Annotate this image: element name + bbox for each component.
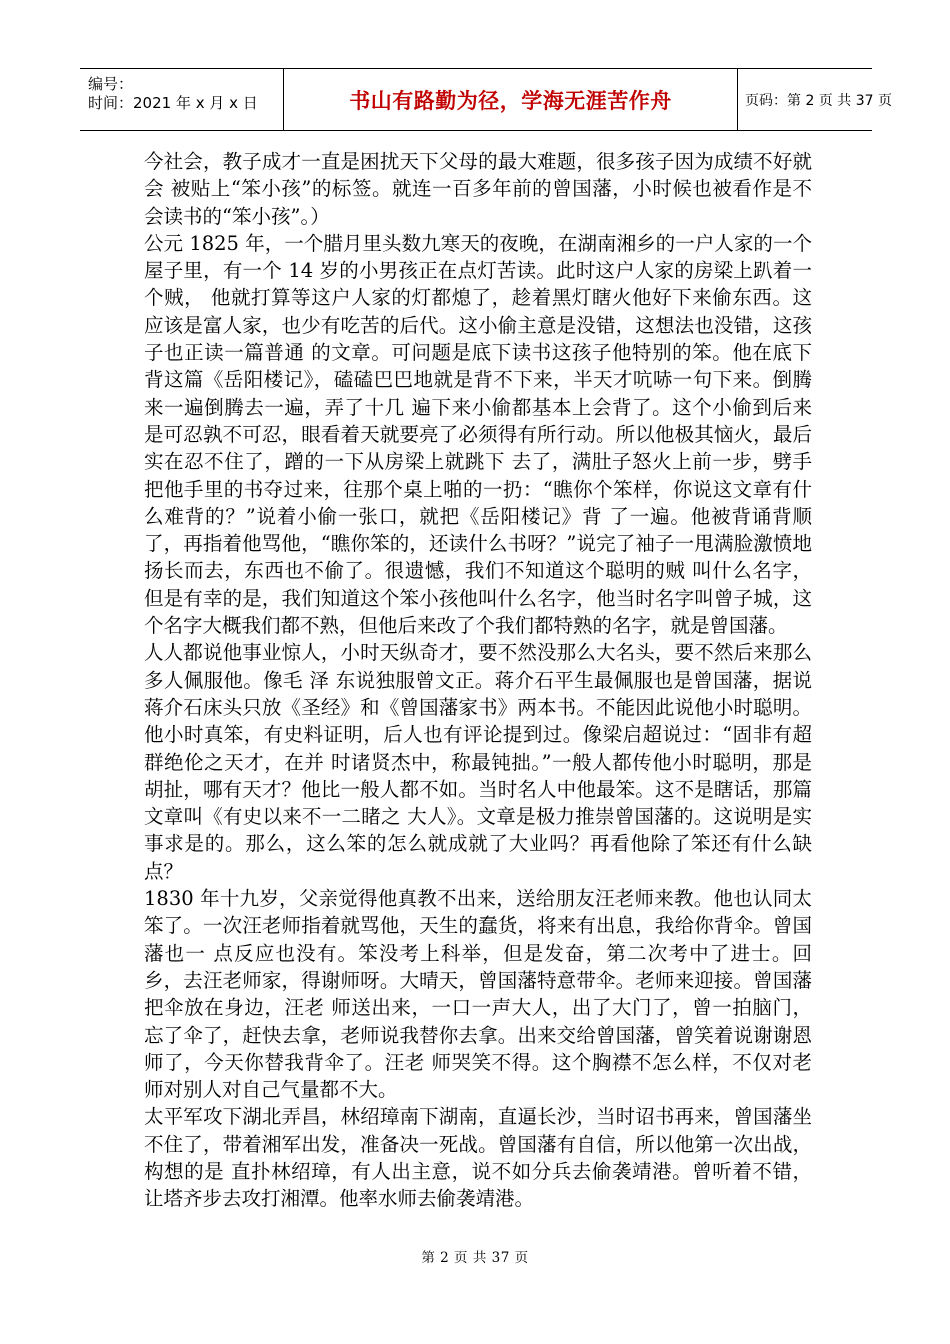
paragraph: 人人都说他事业惊人，小时天纵奇才，要不然没那么大名头，要不然后来那么多人佩服他。像毛 泽 东说独服曾文正。蒋介石平生最佩服也是曾国藩，据说蒋介石床头只放《圣经》和《曾国藩家书》两本书。不能因此说他小时聪明。他小时真笨，有史料证明，后人也有评论提到过。像梁启超说过：“固非有超群绝伦之天才，在并 时诸贤杰中，称最钝拙。”一般人都传他小时聪明，那是胡扯，哪有天才？他比一般人都不如。当时名人中他最笨。这不是瞎话，那篇文章叫《有史以来不一二睹之 大人》。文章是极力推崇曾国藩的。这说明是实事求是的。那么，这么笨的怎么就成就了大业吗？再看他除了笨还有什么缺点？	[144, 641, 812, 883]
header-info-cell	[80, 69, 284, 130]
page-header	[80, 68, 892, 131]
header-page-cell	[738, 69, 892, 130]
header-motto-cell	[284, 69, 738, 130]
paragraph: 公元 1825 年，一个腊月里头数九寒天的夜晚，在湖南湘乡的一户人家的一个屋子里，有一个 14 岁的小男孩正在点灯苦读。此时这户人家的房梁上趴着一个贼， 他就打算等这户人家的灯都熄了，趁着黑灯瞎火他好下来偷东西。这应该是富人家，也少有吃苦的后代。这小偷主意是没错，这想法也没错，这孩子也正读一篇普通 的文章。可问题是底下读书这孩子他特别的笨。他在底下背这篇《岳阳楼记》，磕磕巴巴地就是背不下来，半天才吭哧一句下来。倒腾来一遍倒腾去一遍，弄了十几 遍下来小偷都基本上会背了。这个小偷到后来是可忍孰不可忍，眼看着天就要亮了必须得有所行动。所以他极其恼火，最后实在忍不住了，蹭的一下从房梁上就跳下 去了，满肚子怒火上前一步，劈手把他手里的书夺过来，往那个桌上啪的一扔：“瞧你个笨样，你说这文章有什么难背的？”说着小偷一张口，就把《岳阳楼记》背 了一遍。他被背诵背顺了，再指着他骂他，“瞧你笨的，还读什么书呀？”说完了袖子一甩满脸激愤地扬长而去，东西也不偷了。很遗憾，我们不知道这个聪明的贼 叫什么名字，但是有幸的是，我们知道这个笨小孩他叫什么名字，他当时名字叫曾子城，这个名字大概我们都不熟，但他后来改了个我们都特熟的名字，就是曾国藩。	[144, 231, 812, 638]
paragraph: 今社会，教子成才一直是困扰天下父母的最大难题，很多孩子因为成绩不好就会 被贴上“笨小孩”的标签。就连一百多年前的曾国藩，小时候也被看作是不会读书的“笨小孩”。）	[144, 150, 812, 228]
doc-time: 时间：2021 年 x 月 x 日	[88, 94, 258, 112]
paragraph: 1830 年十九岁，父亲觉得他真教不出来，送给朋友汪老师来教。他也认同太笨了。一次汪老师指着就骂他，天生的蠢货，将来有出息，我给你背伞。曾国藩也一 点反应也没有。笨没考上科举，但是发奋，第二次考中了进士。回乡，去汪老师家，得谢师呀。大晴天，曾国藩特意带伞。老师来迎接。曾国藩把伞放在身边，汪老 师送出来，一口一声大人，出了大门了，曾一拍脑门，忘了伞了，赶快去拿，老师说我替你去拿。出来交给曾国藩，曾笑着说谢谢恩师了，今天你替我背伞了。汪老 师哭笑不得。这个胸襟不怎么样，不仅对老师对别人对自己气量都不大。	[144, 887, 812, 1102]
header-page-code: 页码：第 2 页 共 37 页	[745, 92, 892, 109]
doc-number-label: 编号：	[88, 75, 134, 93]
page-footer: 第 2 页 共 37 页	[421, 1250, 529, 1266]
article-body	[144, 148, 812, 1213]
paragraph: 太平军攻下湖北弄昌，林绍璋南下湖南，直逼长沙，当时诏书再来，曾国藩坐不住了，带着湘军出发，准备决一死战。曾国藩有自信，所以他第一次出战，构想的是 直扑林绍璋，有人出主意，说不如分兵去偷袭靖港。曾听着不错，让塔齐步去攻打湘潭。他率水师去偷袭靖港。	[144, 1105, 812, 1211]
header-motto: 书山有路勤为径，学海无涯苦作舟	[349, 88, 672, 113]
